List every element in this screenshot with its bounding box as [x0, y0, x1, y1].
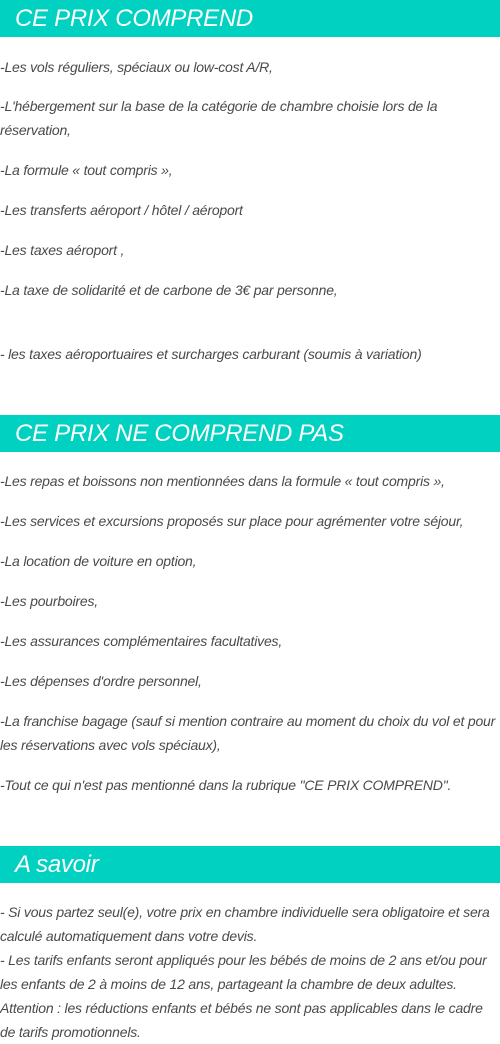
good-to-know-notes	[0, 900, 500, 1044]
not-included-item: -Les services et excursions proposés sur place pour agrémenter votre séjour,	[0, 513, 464, 529]
not-included-item: -Les repas et boissons non mentionnées dans la formule « tout compris »,	[0, 473, 445, 489]
included-item: - les taxes aéroportuaires et surcharges carburant (soumis à variation)	[0, 346, 422, 362]
section-header-good-to-know: A savoir	[0, 846, 500, 883]
note-line: - Si vous partez seul(e), votre prix en chambre individuelle sera obligatoire et sera calculé automatiquement dans votre devis.	[0, 904, 490, 944]
included-item: -Les transferts aéroport / hôtel / aéroport	[0, 202, 243, 218]
section-header-included: CE PRIX COMPREND	[0, 0, 500, 37]
included-item: -La taxe de solidarité et de carbone de 3€ par personne,	[0, 282, 338, 298]
included-item: -L'hébergement sur la base de la catégorie de chambre choisie lors de la réservation,	[0, 98, 438, 138]
not-included-item: -Les pourboires,	[0, 593, 98, 609]
not-included-item: -Les assurances complémentaires facultatives,	[0, 633, 283, 649]
included-item: -La formule « tout compris »,	[0, 162, 173, 178]
not-included-item: -Les dépenses d'ordre personnel,	[0, 673, 202, 689]
section-header-not-included: CE PRIX NE COMPREND PAS	[0, 415, 500, 452]
note-line: - Les tarifs enfants seront appliqués pour les bébés de moins de 2 ans et/ou pour les enfants de 2 à moins de 12 ans, partageant la chambre de deux adultes.	[0, 952, 487, 992]
not-included-item: -La location de voiture en option,	[0, 553, 197, 569]
included-item: -Les taxes aéroport ,	[0, 242, 125, 258]
included-item: -Les vols réguliers, spéciaux ou low-cost A/R,	[0, 59, 273, 75]
not-included-item: -La franchise bagage (sauf si mention contraire au moment du choix du vol et pour les réservations avec vols spéciaux),	[0, 713, 496, 753]
note-line: Attention : les réductions enfants et bébés ne sont pas applicables dans le cadre de tarifs promotionnels.	[0, 1000, 483, 1040]
not-included-item: -Tout ce qui n'est pas mentionné dans la rubrique "CE PRIX COMPREND".	[0, 777, 452, 793]
